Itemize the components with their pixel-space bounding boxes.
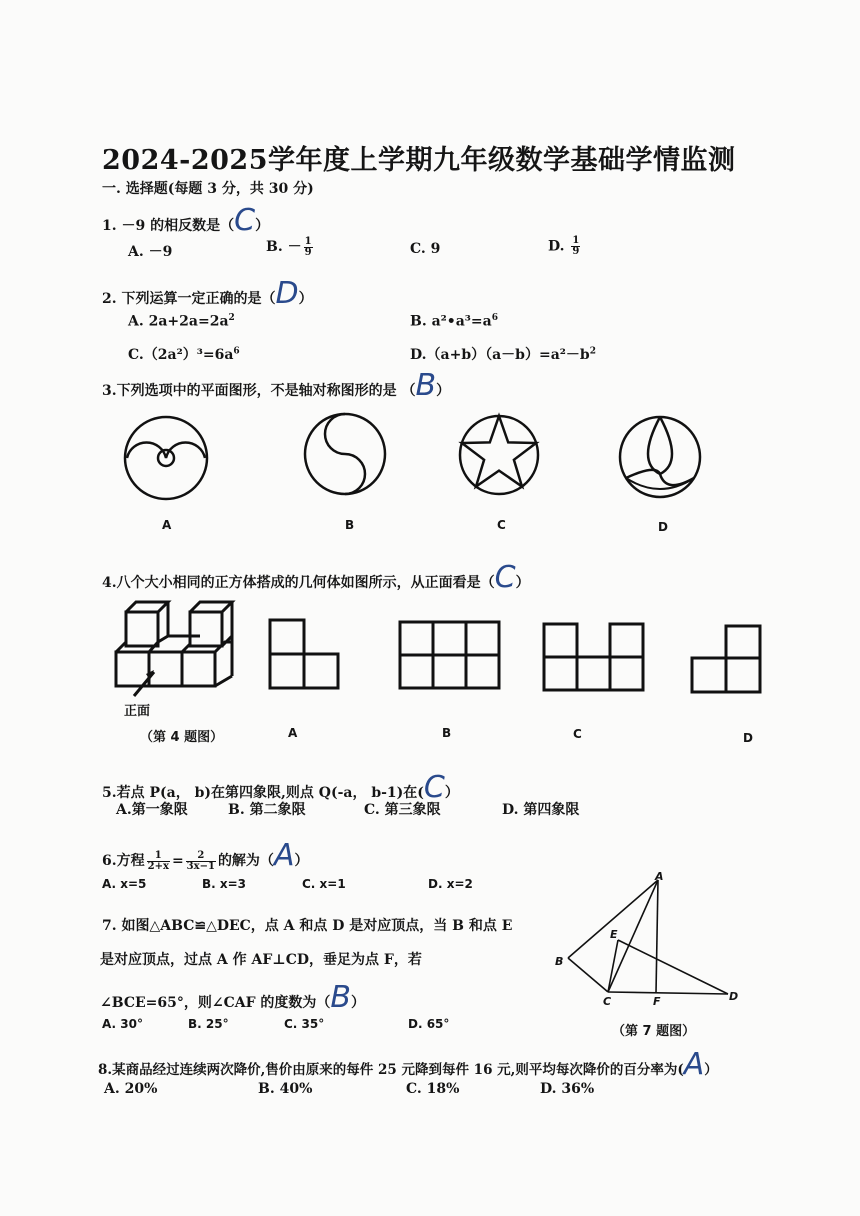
q8-option-c: C. 18%	[406, 1081, 460, 1097]
q3-figure-b	[300, 412, 400, 512]
q5-stem: 5.若点 P(a， b)在第四象限,则点 Q(-a， b-1)在(C）	[102, 770, 459, 805]
q1-option-c: C. 9	[410, 241, 441, 257]
q7-option-c: C. 35°	[284, 1017, 325, 1031]
page-title: 2024-2025学年度上学期九年级数学基础学情监测	[102, 145, 736, 176]
q1-option-b: B. － $\frac{1}{9}$	[266, 235, 312, 258]
q8-option-b: B. 40%	[258, 1081, 313, 1097]
q1-stem	[102, 203, 269, 238]
q7-point-f: F	[653, 995, 661, 1008]
q8-stem: 8.某商品经过连续两次降价,售价由原来的每件 25 元降到每件 16 元,则平均每次降价的百分率为(A）	[98, 1047, 718, 1082]
q6-option-d: D. x=2	[428, 877, 473, 891]
q6-stem: 6.方程 $\frac{1}{2+x}$ = $\frac{2}{3x-1}$ 的解为（A）	[102, 838, 309, 873]
q4-label-a: A	[288, 726, 298, 740]
q7-figure-caption: （第 7 题图）	[612, 1024, 696, 1039]
q1-option-d: D. $\frac{1}{9}$	[548, 235, 580, 257]
q4-label-b: B	[442, 726, 452, 740]
q5-handwritten-answer: C	[423, 770, 445, 805]
q3-label-c: C	[497, 518, 506, 532]
q7-triangle-figure	[550, 868, 750, 1018]
q7-line2: 是对应顶点，过点 A 作 AF⊥CD，垂足为点 F，若	[100, 952, 422, 968]
q3-figure-a	[120, 410, 220, 510]
q3-stem: 3.下列选项中的平面图形，不是轴对称图形的是 （B）	[102, 368, 451, 403]
q1-close: ）	[255, 218, 270, 234]
q3-label-b: B	[345, 518, 355, 532]
q4-figure-caption: （第 4 题图）	[140, 730, 224, 745]
q6-option-a: A. x=5	[102, 877, 147, 891]
q2-stem: 2. 下列运算一定正确的是（D）	[102, 276, 313, 311]
q6-handwritten-answer: A	[273, 838, 295, 873]
q7-line3: ∠BCE=65°，则∠CAF 的度数为（B）	[100, 980, 365, 1015]
q2-option-a: A. $2a+2a=2a^2$	[128, 313, 235, 330]
q7-option-b: B. 25°	[188, 1017, 229, 1031]
q7-option-a: A. 30°	[102, 1017, 143, 1031]
q1-option-a: A. －9	[128, 244, 173, 260]
q3-figure-c	[455, 412, 555, 512]
q7-point-b: B	[555, 955, 564, 968]
q2-option-c: $C.(2a^2)^3=6a^6$	[128, 346, 240, 363]
q7-point-c: C	[603, 995, 612, 1008]
q3-label-a: A	[162, 518, 172, 532]
q1-stem-text: 1. －9 的相反数是（	[102, 218, 235, 234]
q5-option-a: A.第一象限	[116, 802, 188, 818]
q8-option-a: A. 20%	[104, 1081, 158, 1097]
q5-option-c: C. 第三象限	[364, 802, 441, 818]
q4-label-d: D	[743, 731, 753, 745]
q4-option-a-view	[268, 616, 348, 696]
q4-label-c: C	[573, 727, 582, 741]
q4-option-d-view	[690, 624, 766, 696]
q6-option-b: B. x=3	[202, 877, 247, 891]
q2-handwritten-answer: D	[275, 276, 299, 311]
q7-point-d: D	[729, 990, 739, 1003]
q4-front-label: 正面	[124, 704, 151, 719]
q8-handwritten-answer: A	[683, 1047, 705, 1082]
q2-option-b: B. $a^2•a^3=a^6$	[410, 313, 499, 330]
q7-option-d: D. 65°	[408, 1017, 450, 1031]
section-heading: 一. 选择题(每题 3 分，共 30 分)	[102, 181, 314, 197]
q8-option-d: D. 36%	[540, 1081, 595, 1097]
q6-option-c: C. x=1	[302, 877, 346, 891]
q4-stem: 4.八个大小相同的正方体搭成的几何体如图所示，从正面看是（C）	[102, 560, 530, 595]
q3-figure-d	[616, 412, 716, 512]
q3-handwritten-answer: B	[415, 368, 437, 403]
q3-label-d: D	[658, 520, 668, 534]
q7-point-a: A	[655, 870, 664, 883]
q7-line1: 7. 如图△ABC≌△DEC，点 A 和点 D 是对应顶点，当 B 和点 E	[102, 918, 513, 934]
q4-option-c-view	[542, 622, 646, 696]
q4-handwritten-answer: C	[494, 560, 516, 595]
q5-option-d: D. 第四象限	[502, 802, 580, 818]
q4-option-b-view	[398, 620, 502, 694]
q7-point-e: E	[610, 928, 618, 941]
q2-option-d: $D.(a+b)(a-b)=a^2-b^2$	[410, 346, 596, 363]
q4-cube-figure	[110, 598, 250, 708]
q1-handwritten-answer: C	[234, 203, 256, 238]
q5-option-b: B. 第二象限	[228, 802, 306, 818]
q7-handwritten-answer: B	[330, 980, 351, 1015]
